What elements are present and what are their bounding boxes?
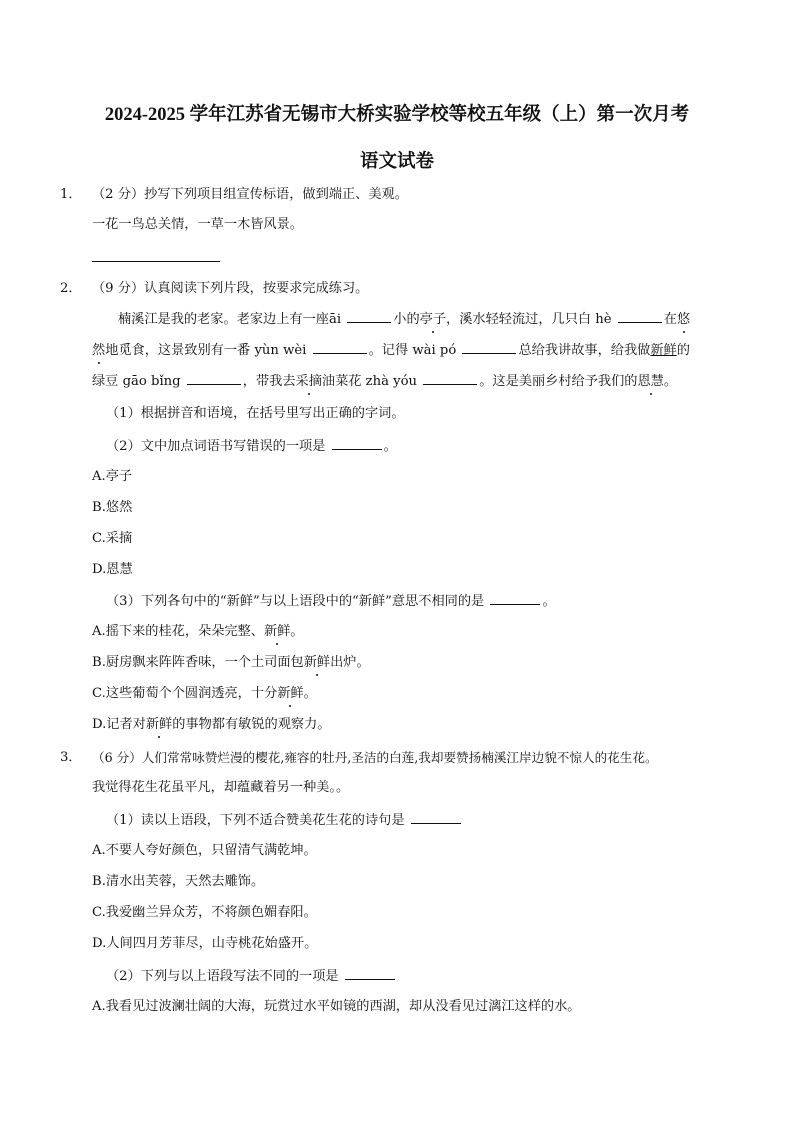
q3-sub2-option-a[interactable]: A.我看见过波澜壮阔的大海，玩赏过水平如镜的西湖，却从没看见过漓江这样的水。 [92, 999, 581, 1014]
dotted-word-enhui: 恩慧 [637, 374, 664, 389]
passage-text: 绿豆 gāo bǐng [92, 374, 185, 389]
q2-sub2-option-b[interactable]: B.悠然 [92, 500, 133, 515]
q2-sub3-option-d[interactable] [92, 716, 330, 734]
pinyin-blank-yunwei[interactable] [313, 341, 367, 354]
pinyin-blank-ai[interactable] [347, 310, 391, 323]
option-text: 。 [303, 686, 317, 701]
q3-sub2-answer-blank[interactable] [345, 967, 395, 980]
q2-sub3 [106, 592, 556, 611]
q3-sub1-option-a[interactable]: A.不要人夸好颜色，只留清气满乾坤。 [92, 843, 317, 858]
q3-number: 3． [60, 750, 82, 765]
q2-sub3-option-a[interactable] [92, 623, 304, 641]
q3-stem-line2: 我觉得花生花虽平凡，却蕴藏着另一种美。。 [92, 780, 350, 795]
passage-text: 楠溪江是我的老家。老家边上有一座āi [118, 312, 346, 327]
q2-sub1: （1）根据拼音和语境，在括号里写出正确的字词。 [106, 406, 405, 421]
q3-sub1-option-c[interactable]: C.我爱幽兰异众芳，不将颜色媚春阳。 [92, 905, 317, 920]
q3-sub1 [106, 811, 463, 830]
q1-stem: （2 分）抄写下列项目组宣传标语，做到端正、美观。 [92, 187, 408, 202]
q3-sub1-option-d[interactable]: D.人间四月芳菲尽，山寺桃花始盛开。 [92, 936, 318, 951]
q2-stem: （9 分）认真阅读下列片段，按要求完成练习。 [92, 281, 369, 296]
option-text: A.摇下来的桂花，朵朵完整、 [92, 624, 264, 639]
pinyin-blank-zhayou[interactable] [423, 372, 477, 385]
option-text: 出炉。 [330, 655, 370, 670]
option-text: C.这些葡萄个个圆润透亮，十分 [92, 686, 278, 701]
dotted-word-caizhai: 采摘 [295, 374, 322, 389]
passage-text: 地觅食，这景致别有一番 yùn wèi [105, 343, 311, 358]
option-text: D.记者对 [92, 717, 146, 732]
q2-passage-line3 [92, 372, 677, 391]
q2-sub2-option-a[interactable]: A.亭子 [92, 469, 133, 484]
q2-sub2-answer-blank[interactable] [332, 437, 382, 450]
q3-sub2 [106, 967, 397, 986]
q2-passage-line2 [92, 341, 690, 360]
exam-title-line2: 语文试卷 [359, 152, 434, 172]
pinyin-blank-gaobing[interactable] [187, 372, 241, 385]
dotted-word-xinxian: 新鲜 [277, 686, 304, 701]
passage-text: 油菜花 zhà yóu [321, 374, 422, 389]
dotted-word-xinxian: 新鲜 [263, 624, 291, 639]
dotted-word-tingzi: 亭子 [419, 312, 447, 327]
q2-sub2-end: 。 [383, 439, 397, 454]
q2-sub2-text: （2）文中加点词语书写错误的一项是 [106, 439, 326, 454]
q1-answer-line[interactable] [92, 261, 220, 262]
dotted-word-ran: 然 [92, 343, 106, 358]
dotted-word-you: 悠 [676, 312, 691, 327]
passage-text: 的 [676, 343, 690, 358]
pinyin-blank-he[interactable] [618, 310, 662, 323]
option-text: 的事物都有敏锐的观察力。 [172, 717, 331, 732]
underlined-word-xinxian: 新鲜 [650, 343, 677, 358]
q2-sub2-option-d[interactable]: D.恩慧 [92, 562, 133, 577]
q2-sub3-answer-blank[interactable] [490, 592, 540, 605]
passage-text: 。 [663, 374, 678, 389]
q2-sub2-option-c[interactable]: C.采摘 [92, 531, 133, 546]
q2-number: 2． [60, 281, 82, 296]
q3-sub1-text: （1）读以上语段，下列不适合赞美花生花的诗句是 [106, 813, 405, 828]
dotted-word-xinxian: 新鲜 [303, 655, 331, 670]
q2-sub2 [106, 437, 397, 456]
q2-sub3-option-c[interactable] [92, 685, 317, 703]
passage-text: 总给我讲故事，给我做 [518, 343, 651, 358]
passage-text: ，带我去 [242, 374, 296, 389]
q2-sub3-end: 。 [542, 594, 556, 609]
pinyin-blank-waipo[interactable] [462, 341, 516, 354]
q3-sub1-answer-blank[interactable] [411, 811, 461, 824]
q2-sub3-text: （3）下列各句中的“新鲜”与以上语段中的“新鲜”意思不相同的是 [106, 594, 485, 609]
passage-text: 在 [663, 312, 677, 327]
q3-sub1-option-b[interactable]: B.清水出芙蓉，天然去雕饰。 [92, 874, 265, 889]
q1-number: 1． [60, 187, 82, 202]
q2-passage-line1 [118, 310, 690, 329]
q1-slogan: 一花一鸟总关情，一草一木皆风景。 [92, 217, 303, 232]
dotted-word-xinxian: 新鲜 [145, 717, 173, 732]
passage-text: 小的 [393, 312, 420, 327]
q3-sub2-text: （2）下列与以上语段写法不同的一项是 [106, 969, 339, 984]
passage-text: 。这是美丽乡村给予我们的 [479, 374, 638, 389]
passage-text: ，溪水轻轻流过，几只白 hè [446, 312, 616, 327]
option-text: 。 [290, 624, 304, 639]
q3-stem: （6 分）人们常常咏赞烂漫的樱花,雍容的牡丹,圣洁的白莲,我却要赞扬楠溪江岸边貌不惊人的花生花。 [92, 750, 658, 765]
passage-text: 。记得 wài pó [368, 343, 461, 358]
q2-sub3-option-b[interactable] [92, 654, 370, 672]
exam-title-line1: 2024-2025 学年江苏省无锡市大桥实验学校等校五年级（上）第一次月考 [104, 105, 690, 125]
option-text: B.厨房飘来阵阵香味，一个土司面包 [92, 655, 304, 670]
